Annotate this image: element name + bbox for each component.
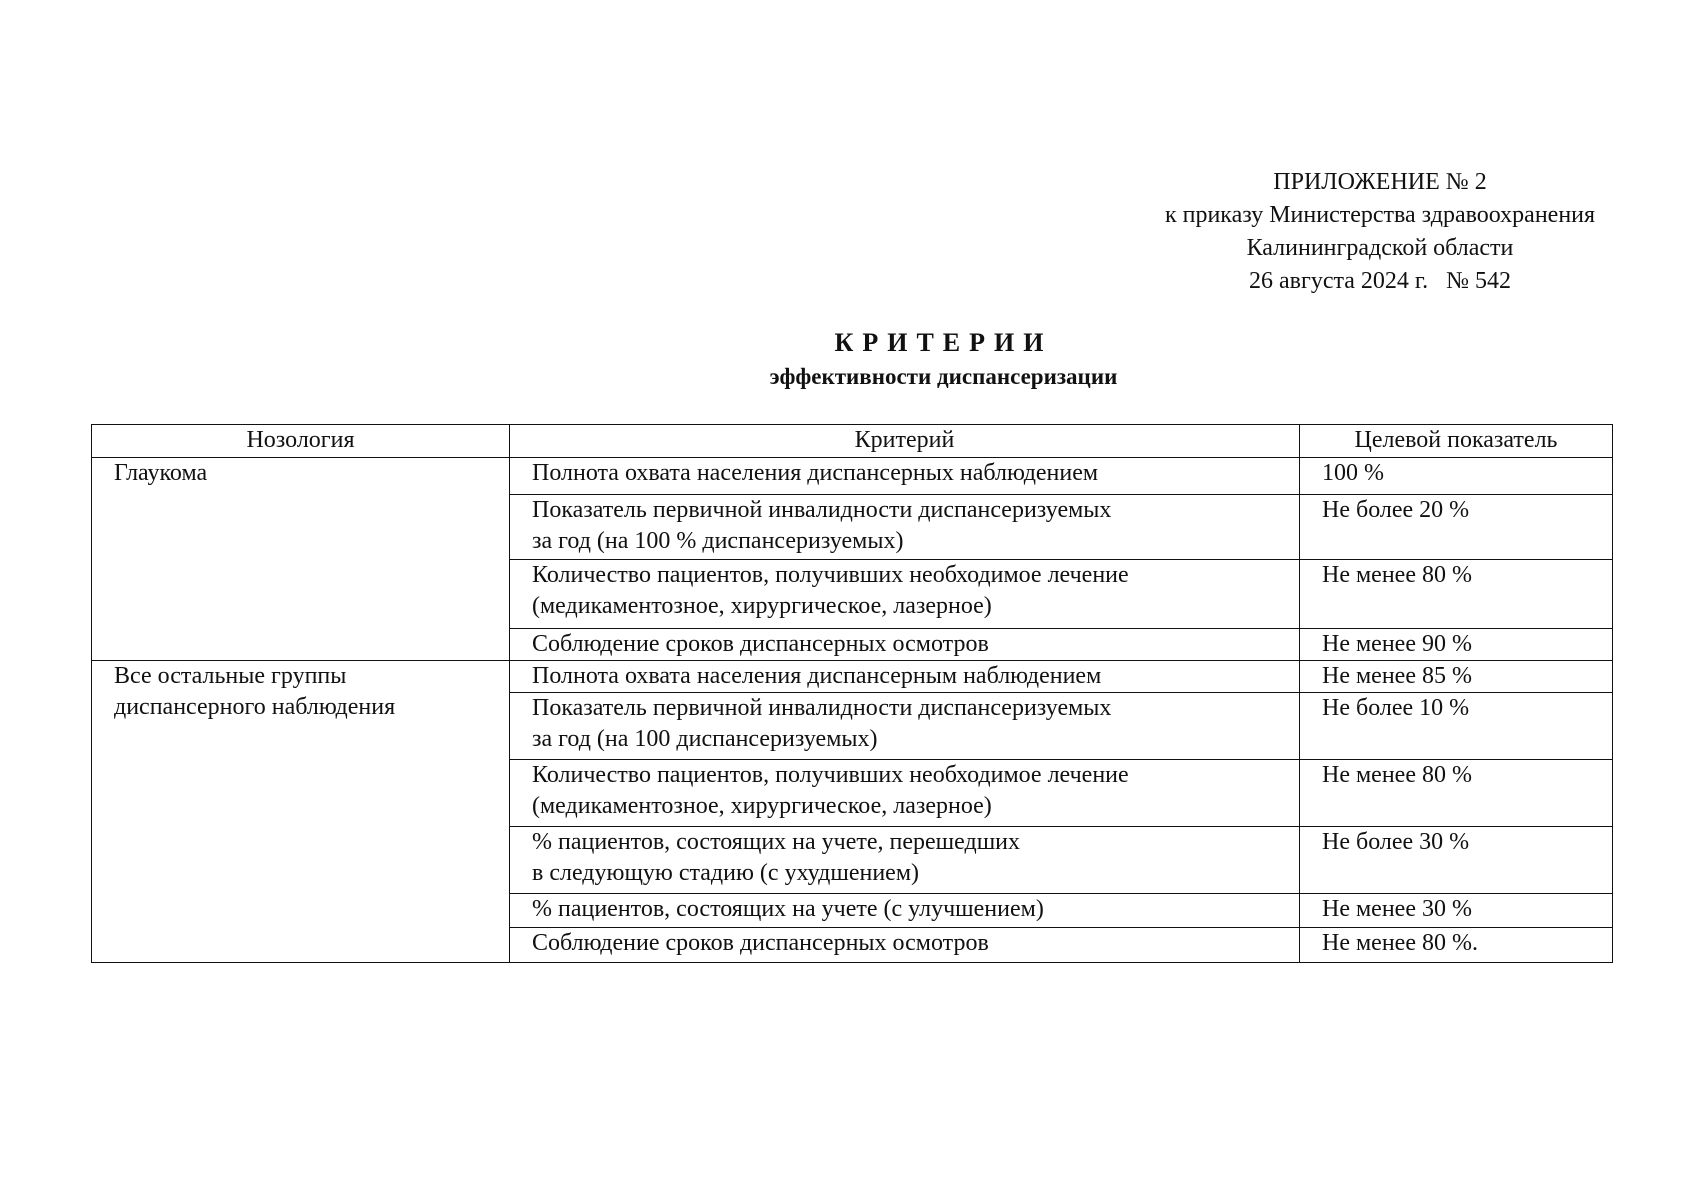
- target-cell: Не менее 80 %: [1300, 760, 1613, 827]
- criterion-cell: Полнота охвата населения диспансерных наблюдением: [510, 458, 1300, 495]
- target-cell: 100 %: [1300, 458, 1613, 495]
- nosology-cell: Глаукома: [92, 458, 510, 661]
- criterion-cell: Количество пациентов, получивших необходимое лечение (медикаментозное, хирургическое, лазерное): [510, 560, 1300, 629]
- appendix-order-ref: к приказу Министерства здравоохранения: [1164, 202, 1596, 228]
- criterion-cell: Соблюдение сроков диспансерных осмотров: [510, 928, 1300, 963]
- nosology-cell: Все остальные группы диспансерного наблюдения: [92, 661, 510, 963]
- target-cell: Не менее 80 %: [1300, 560, 1613, 629]
- table-row: [92, 661, 1613, 693]
- target-cell: Не более 10 %: [1300, 693, 1613, 760]
- table-row: [92, 458, 1613, 495]
- criterion-cell: Соблюдение сроков диспансерных осмотров: [510, 629, 1300, 661]
- appendix-region: Калининградской области: [1246, 235, 1514, 261]
- appendix-date-number: 26 августа 2024 г. № 542: [1249, 268, 1511, 294]
- target-cell: Не менее 90 %: [1300, 629, 1613, 661]
- document-subtitle: эффективности диспансеризации: [769, 364, 1118, 389]
- target-cell: Не менее 80 %.: [1300, 928, 1613, 963]
- criterion-cell: Показатель первичной инвалидности диспансеризуемых за год (на 100 % диспансеризуемых): [510, 495, 1300, 560]
- target-cell: Не более 20 %: [1300, 495, 1613, 560]
- target-cell: Не более 30 %: [1300, 827, 1613, 894]
- document-title: КРИТЕРИИ: [834, 328, 1053, 357]
- header-nosology: Нозология: [92, 425, 510, 458]
- criterion-cell: Полнота охвата населения диспансерным наблюдением: [510, 661, 1300, 693]
- criterion-cell: % пациентов, состоящих на учете (с улучшением): [510, 894, 1300, 928]
- criterion-cell: Количество пациентов, получивших необходимое лечение (медикаментозное, хирургическое, лазерное): [510, 760, 1300, 827]
- criterion-cell: % пациентов, состоящих на учете, перешедших в следующую стадию (с ухудшением): [510, 827, 1300, 894]
- target-cell: Не менее 85 %: [1300, 661, 1613, 693]
- criteria-table: [91, 424, 1613, 963]
- header-target: Целевой показатель: [1300, 425, 1613, 458]
- criterion-cell: Показатель первичной инвалидности диспансеризуемых за год (на 100 диспансеризуемых): [510, 693, 1300, 760]
- header-criterion: Критерий: [510, 425, 1300, 458]
- table-header-row: [92, 425, 1613, 458]
- target-cell: Не менее 30 %: [1300, 894, 1613, 928]
- appendix-block: [1100, 166, 1660, 298]
- appendix-number: ПРИЛОЖЕНИЕ № 2: [1273, 169, 1487, 195]
- title-block: [0, 326, 1697, 394]
